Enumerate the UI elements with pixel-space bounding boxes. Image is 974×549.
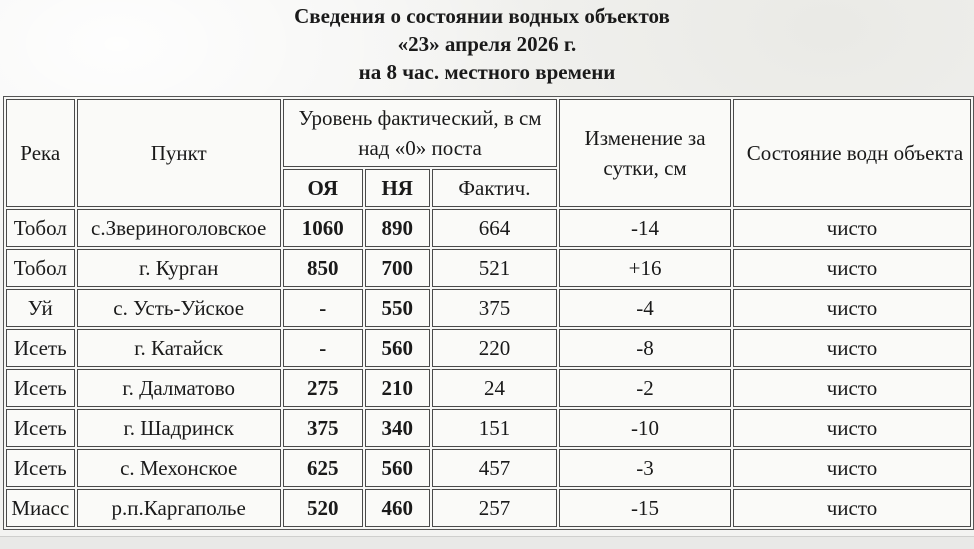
cell-river: Исеть <box>6 449 75 487</box>
cell-nya: 890 <box>365 209 430 247</box>
cell-change: -4 <box>559 289 731 327</box>
page-bottom-edge <box>0 536 974 549</box>
cell-state: чисто <box>733 289 971 327</box>
header-level-group <box>283 99 557 167</box>
cell-oya: 850 <box>283 249 363 287</box>
document-title <box>0 2 974 86</box>
table-row <box>6 369 971 407</box>
cell-change: +16 <box>559 249 731 287</box>
cell-river: Тобол <box>6 249 75 287</box>
header-change <box>559 99 731 207</box>
table-row <box>6 329 971 367</box>
cell-river: Исеть <box>6 369 75 407</box>
cell-nya: 700 <box>365 249 430 287</box>
title-line-1: Сведения о состоянии водных объектов <box>294 4 670 28</box>
cell-oya: - <box>283 329 363 367</box>
cell-nya: 340 <box>365 409 430 447</box>
header-state-text: Состояние водн объекта <box>746 141 964 165</box>
cell-fact: 220 <box>432 329 557 367</box>
cell-point: р.п.Каргаполье <box>77 489 281 527</box>
table-row <box>6 449 971 487</box>
cell-state: чисто <box>733 249 971 287</box>
title-line-3: на 8 час. местного времени <box>358 60 616 84</box>
header-river: Река <box>6 99 75 207</box>
cell-oya: 625 <box>283 449 363 487</box>
cell-change: -8 <box>559 329 731 367</box>
cell-point: г. Курган <box>77 249 281 287</box>
cell-oya: - <box>283 289 363 327</box>
cell-nya: 550 <box>365 289 430 327</box>
cell-point: г. Шадринск <box>77 409 281 447</box>
cell-river: Исеть <box>6 329 75 367</box>
table-row <box>6 489 971 527</box>
cell-oya: 375 <box>283 409 363 447</box>
cell-river: Тобол <box>6 209 75 247</box>
cell-point: г. Катайск <box>77 329 281 367</box>
cell-oya: 520 <box>283 489 363 527</box>
cell-state: чисто <box>733 369 971 407</box>
cell-point: с.Звериноголовское <box>77 209 281 247</box>
cell-nya: 210 <box>365 369 430 407</box>
table-row <box>6 249 971 287</box>
cell-nya: 560 <box>365 449 430 487</box>
cell-river: Уй <box>6 289 75 327</box>
header-fact: Фактич. <box>432 169 557 207</box>
cell-state: чисто <box>733 329 971 367</box>
cell-state: чисто <box>733 489 971 527</box>
cell-change: -15 <box>559 489 731 527</box>
header-oya: ОЯ <box>283 169 363 207</box>
cell-state: чисто <box>733 209 971 247</box>
table-row <box>6 409 971 447</box>
cell-point: с. Мехонское <box>77 449 281 487</box>
cell-point: г. Далматово <box>77 369 281 407</box>
cell-oya: 275 <box>283 369 363 407</box>
cell-change: -2 <box>559 369 731 407</box>
header-change-text: Изменение за сутки, см <box>584 126 706 180</box>
cell-nya: 460 <box>365 489 430 527</box>
cell-oya: 1060 <box>283 209 363 247</box>
cell-change: -10 <box>559 409 731 447</box>
cell-river: Исеть <box>6 409 75 447</box>
cell-fact: 664 <box>432 209 557 247</box>
cell-nya: 560 <box>365 329 430 367</box>
cell-change: -3 <box>559 449 731 487</box>
table-row <box>6 289 971 327</box>
cell-fact: 257 <box>432 489 557 527</box>
header-point: Пункт <box>77 99 281 207</box>
cell-point: с. Усть-Уйское <box>77 289 281 327</box>
cell-state: чисто <box>733 449 971 487</box>
table-row <box>6 209 971 247</box>
header-level-group-text: Уровень фактический, в см над «0» поста <box>298 106 542 160</box>
cell-fact: 24 <box>432 369 557 407</box>
water-levels-table <box>3 96 974 530</box>
table-header-row <box>6 99 971 167</box>
cell-river: Миасс <box>6 489 75 527</box>
cell-change: -14 <box>559 209 731 247</box>
cell-fact: 521 <box>432 249 557 287</box>
cell-fact: 457 <box>432 449 557 487</box>
header-nya: НЯ <box>365 169 430 207</box>
cell-fact: 375 <box>432 289 557 327</box>
cell-state: чисто <box>733 409 971 447</box>
cell-fact: 151 <box>432 409 557 447</box>
header-state <box>733 99 971 207</box>
title-line-2: «23» апреля 2026 г. <box>397 32 577 56</box>
